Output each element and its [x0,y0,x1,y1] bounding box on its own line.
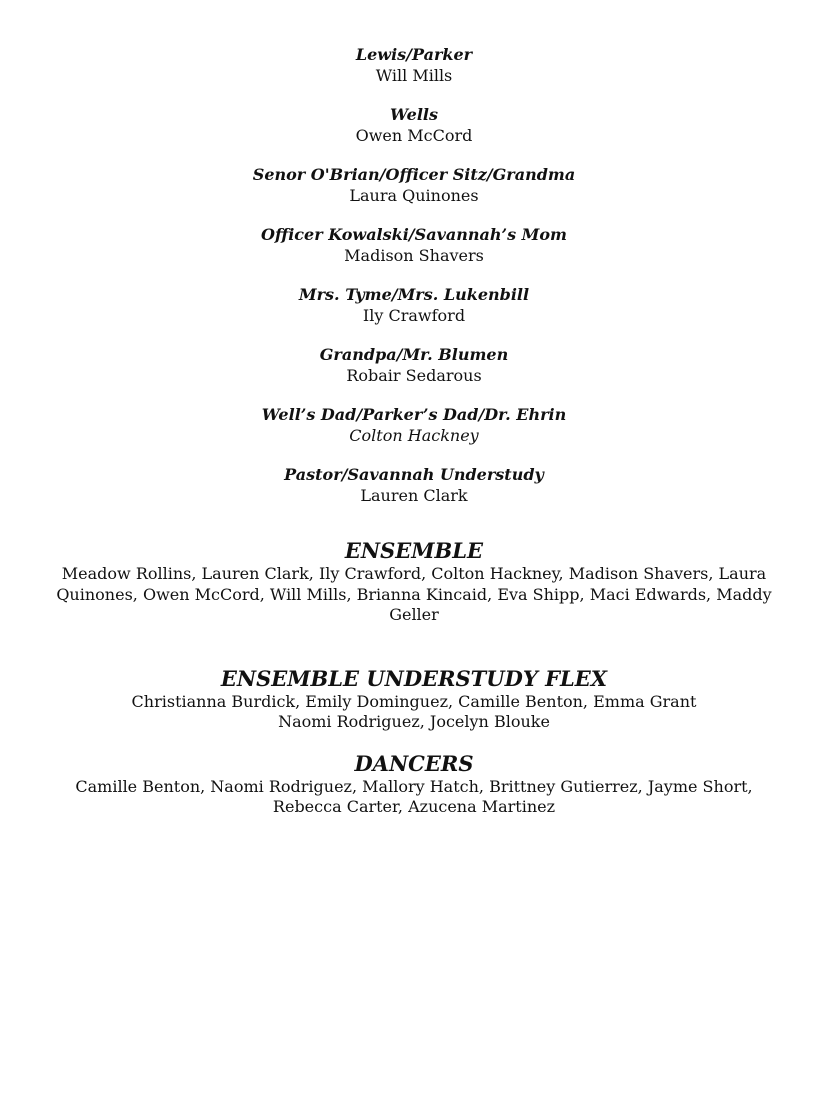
role-name: Senor O'Brian/Officer Sitz/Grandma [252,165,576,184]
role-name: Lewis/Parker [355,45,473,64]
cast-list [0,0,828,506]
dancers-section [0,751,828,818]
ensemble-members: Meadow Rollins, Lauren Clark, Ily Crawford, Colton Hackney, Madison Shavers, Laura Quinones, Owen McCord, Will Mills, Brianna Kincaid, Eva Shipp, Maci Edwards, Maddy Geller [56,564,772,624]
role-name: Well’s Dad/Parker’s Dad/Dr. Ehrin [261,405,567,424]
actor-name: Owen McCord [355,126,473,145]
cast-entry [0,104,828,146]
ensemble-section [0,538,828,626]
cast-entry [0,164,828,206]
understudy-flex-section [0,666,828,733]
dancers-heading: DANCERS [354,750,474,776]
understudy-flex-members-line-1: Christianna Burdick, Emily Dominguez, Camille Benton, Emma Grant [131,691,697,711]
role-name: Mrs. Tyme/Mrs. Lukenbill [298,285,530,304]
dancers-members-line-2: Rebecca Carter, Azucena Martinez [272,797,556,816]
actor-name: Laura Quinones [349,186,479,205]
understudy-flex-members-line-2: Naomi Rodriguez, Jocelyn Blouke [278,712,550,731]
actor-name: Will Mills [375,66,453,85]
role-name: Officer Kowalski/Savannah’s Mom [261,225,567,244]
cast-entry [0,404,828,446]
dancers-members-line-1: Camille Benton, Naomi Rodriguez, Mallory Hatch, Brittney Gutierrez, Jayme Short, [75,776,753,796]
cast-entry [0,344,828,386]
actor-name: Robair Sedarous [346,366,482,385]
cast-entry [0,284,828,326]
actor-name: Ily Crawford [362,306,466,325]
cast-entry [0,44,828,86]
cast-entry [0,224,828,266]
cast-entry [0,464,828,506]
understudy-flex-heading: ENSEMBLE UNDERSTUDY FLEX [220,665,608,691]
role-name: Pastor/Savannah Understudy [284,465,544,484]
ensemble-heading: ENSEMBLE [344,538,484,563]
actor-name: Lauren Clark [360,486,468,505]
role-name: Wells [389,105,438,124]
actor-name: Colton Hackney [349,426,479,445]
actor-name: Madison Shavers [344,246,484,265]
role-name: Grandpa/Mr. Blumen [319,345,509,364]
